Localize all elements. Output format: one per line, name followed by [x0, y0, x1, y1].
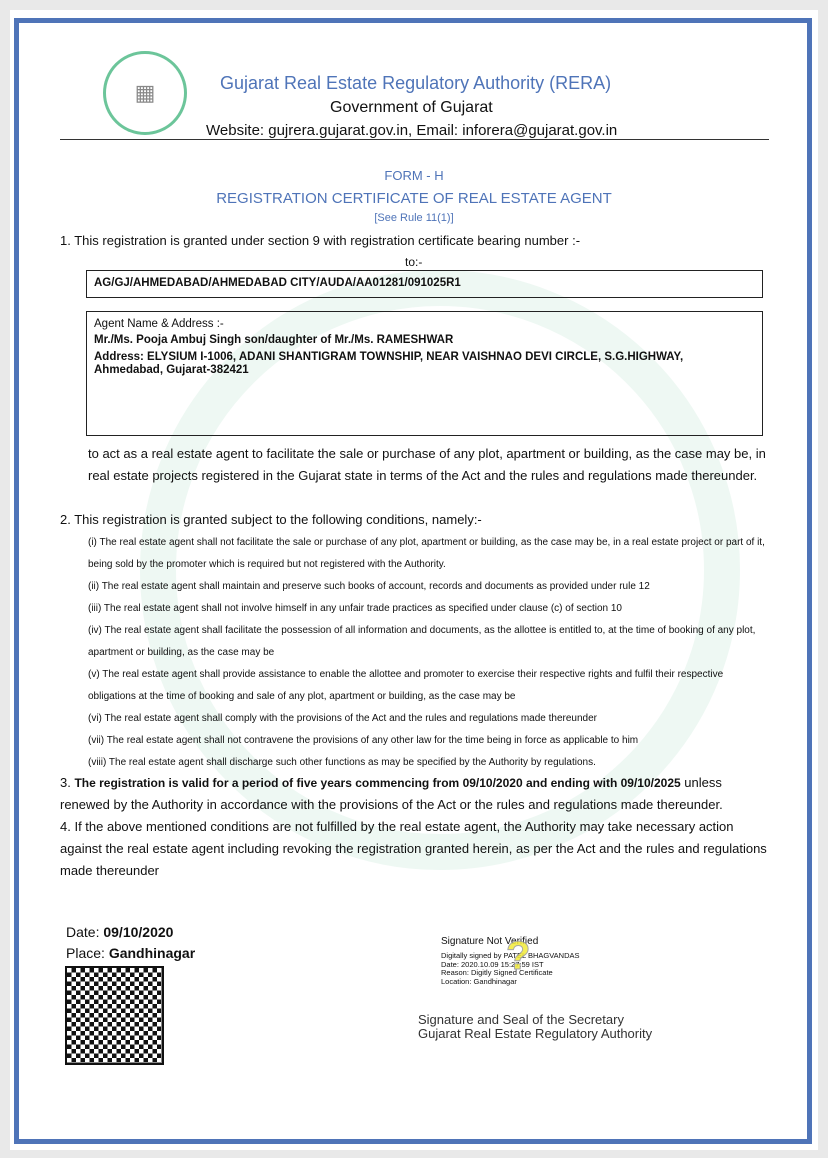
- registration-number: AG/GJ/AHMEDABAD/AHMEDABAD CITY/AUDA/AA01281/091025R1: [94, 277, 461, 289]
- condition-iii: (iii) The real estate agent shall not involve himself in any unfair trade practices as specified under clause (c) of section 10: [88, 603, 622, 614]
- issue-place: Gandhinagar: [108, 945, 196, 961]
- condition-vi: (vi) The real estate agent shall comply with the provisions of the Act and the rules and regulations made thereunder: [88, 713, 597, 724]
- condition-viii: (viii) The real estate agent shall discharge such other functions as may be specified by the Authority by regulations.: [88, 757, 596, 768]
- validity-period: The registration is valid for a period of five years commencing from 09/10/2020 and ending with 09/10/2025: [74, 776, 681, 790]
- header-divider: [60, 139, 769, 140]
- date-line: [66, 924, 173, 940]
- purpose-text: to act as a real estate agent to facilitate the sale or purchase of any plot, apartment or building, as the case may be, in real estate projects registered in the Gujarat state in terms of the Act and the rules and regulations made thereunder.: [88, 446, 766, 483]
- place-line: [66, 945, 195, 961]
- qr-code: [67, 968, 162, 1063]
- clause-2: 2. This registration is granted subject to the following conditions, namely:-: [60, 512, 482, 527]
- registration-number-box: [86, 270, 763, 298]
- agent-box: [86, 311, 763, 436]
- question-mark-icon[interactable]: ?: [506, 934, 531, 978]
- agent-address: Address: ELYSIUM I-1006, ADANI SHANTIGRAM TOWNSHIP, NEAR VAISHNAO DEVI CIRCLE, S.G.HIGHWAY, Ahmedabad, Gujarat-382421: [94, 351, 684, 376]
- clause-1: 1. This registration is granted under section 9 with registration certificate bearing number :-: [60, 233, 581, 248]
- seal-line-1: Signature and Seal of the Secretary: [418, 1012, 624, 1027]
- form-title: REGISTRATION CERTIFICATE OF REAL ESTATE AGENT: [216, 190, 612, 207]
- form-name: FORM - H: [384, 168, 444, 183]
- seal-line-2: Gujarat Real Estate Regulatory Authority: [418, 1026, 653, 1041]
- condition-ii: (ii) The real estate agent shall maintain and preserve such books of account, records and documents as provided under rule 12: [88, 581, 650, 592]
- rera-logo: ▦: [103, 51, 187, 135]
- government-name: Government of Gujarat: [330, 99, 493, 116]
- signature-reason: Reason: Digitly Signed Certificate: [441, 968, 553, 977]
- clause-3: [60, 772, 772, 816]
- agent-name: Mr./Ms. Pooja Ambuj Singh son/daughter of Mr./Ms. RAMESHWAR: [94, 334, 454, 346]
- clause-3-number: 3.: [60, 775, 75, 790]
- condition-iv: (iv) The real estate agent shall facilitate the possession of all information and documents, as the allottee is entitled to, at the time of booking of any plot, apartment or building, as the case may be: [88, 625, 756, 658]
- condition-v: (v) The real estate agent shall provide assistance to enable the allottee and promoter to exercise their respective rights and fulfil their respective obligations at the time of booking and sale of any plot, apartment or building, as the case may be: [88, 669, 724, 702]
- form-rule: [See Rule 11(1)]: [374, 212, 454, 224]
- agent-label: Agent Name & Address :-: [94, 318, 224, 330]
- signed-by: Digitally signed by PATEL BHAGVANDAS: [441, 951, 580, 960]
- authority-title: Gujarat Real Estate Regulatory Authority (RERA): [220, 73, 612, 93]
- clause-4: 4. If the above mentioned conditions are not fulfilled by the real estate agent, the Authority may take necessary action against the real estate agent including revoking the registration granted herein, as per the Act and the rules and regulations made thereunder: [60, 819, 767, 878]
- condition-vii: (vii) The real estate agent shall not contravene the provisions of any other law for the time being in force as applicable to him: [88, 735, 639, 746]
- date-label: Date:: [66, 924, 104, 940]
- place-label: Place:: [66, 945, 109, 961]
- contact-info: Website: gujrera.gujarat.gov.in, Email: inforera@gujarat.gov.in: [206, 122, 618, 139]
- issue-date: 09/10/2020: [103, 924, 174, 940]
- condition-i: (i) The real estate agent shall not facilitate the sale or purchase of any plot, apartment or building, as the case may be, in a real estate project or part of it, being sold by the promoter which is required but not registered with the Authority.: [88, 537, 765, 570]
- signature-status: Signature Not Verified: [441, 936, 539, 947]
- clause-3-rest: unless renewed by the Authority in accordance with the provisions of the Act or the rules and regulations made thereunder.: [60, 775, 723, 812]
- signature-date: Date: 2020.10.09 15:27:59 IST: [441, 959, 544, 969]
- to-label: to:-: [405, 255, 423, 269]
- signature-location: Location: Gandhinagar: [441, 976, 517, 986]
